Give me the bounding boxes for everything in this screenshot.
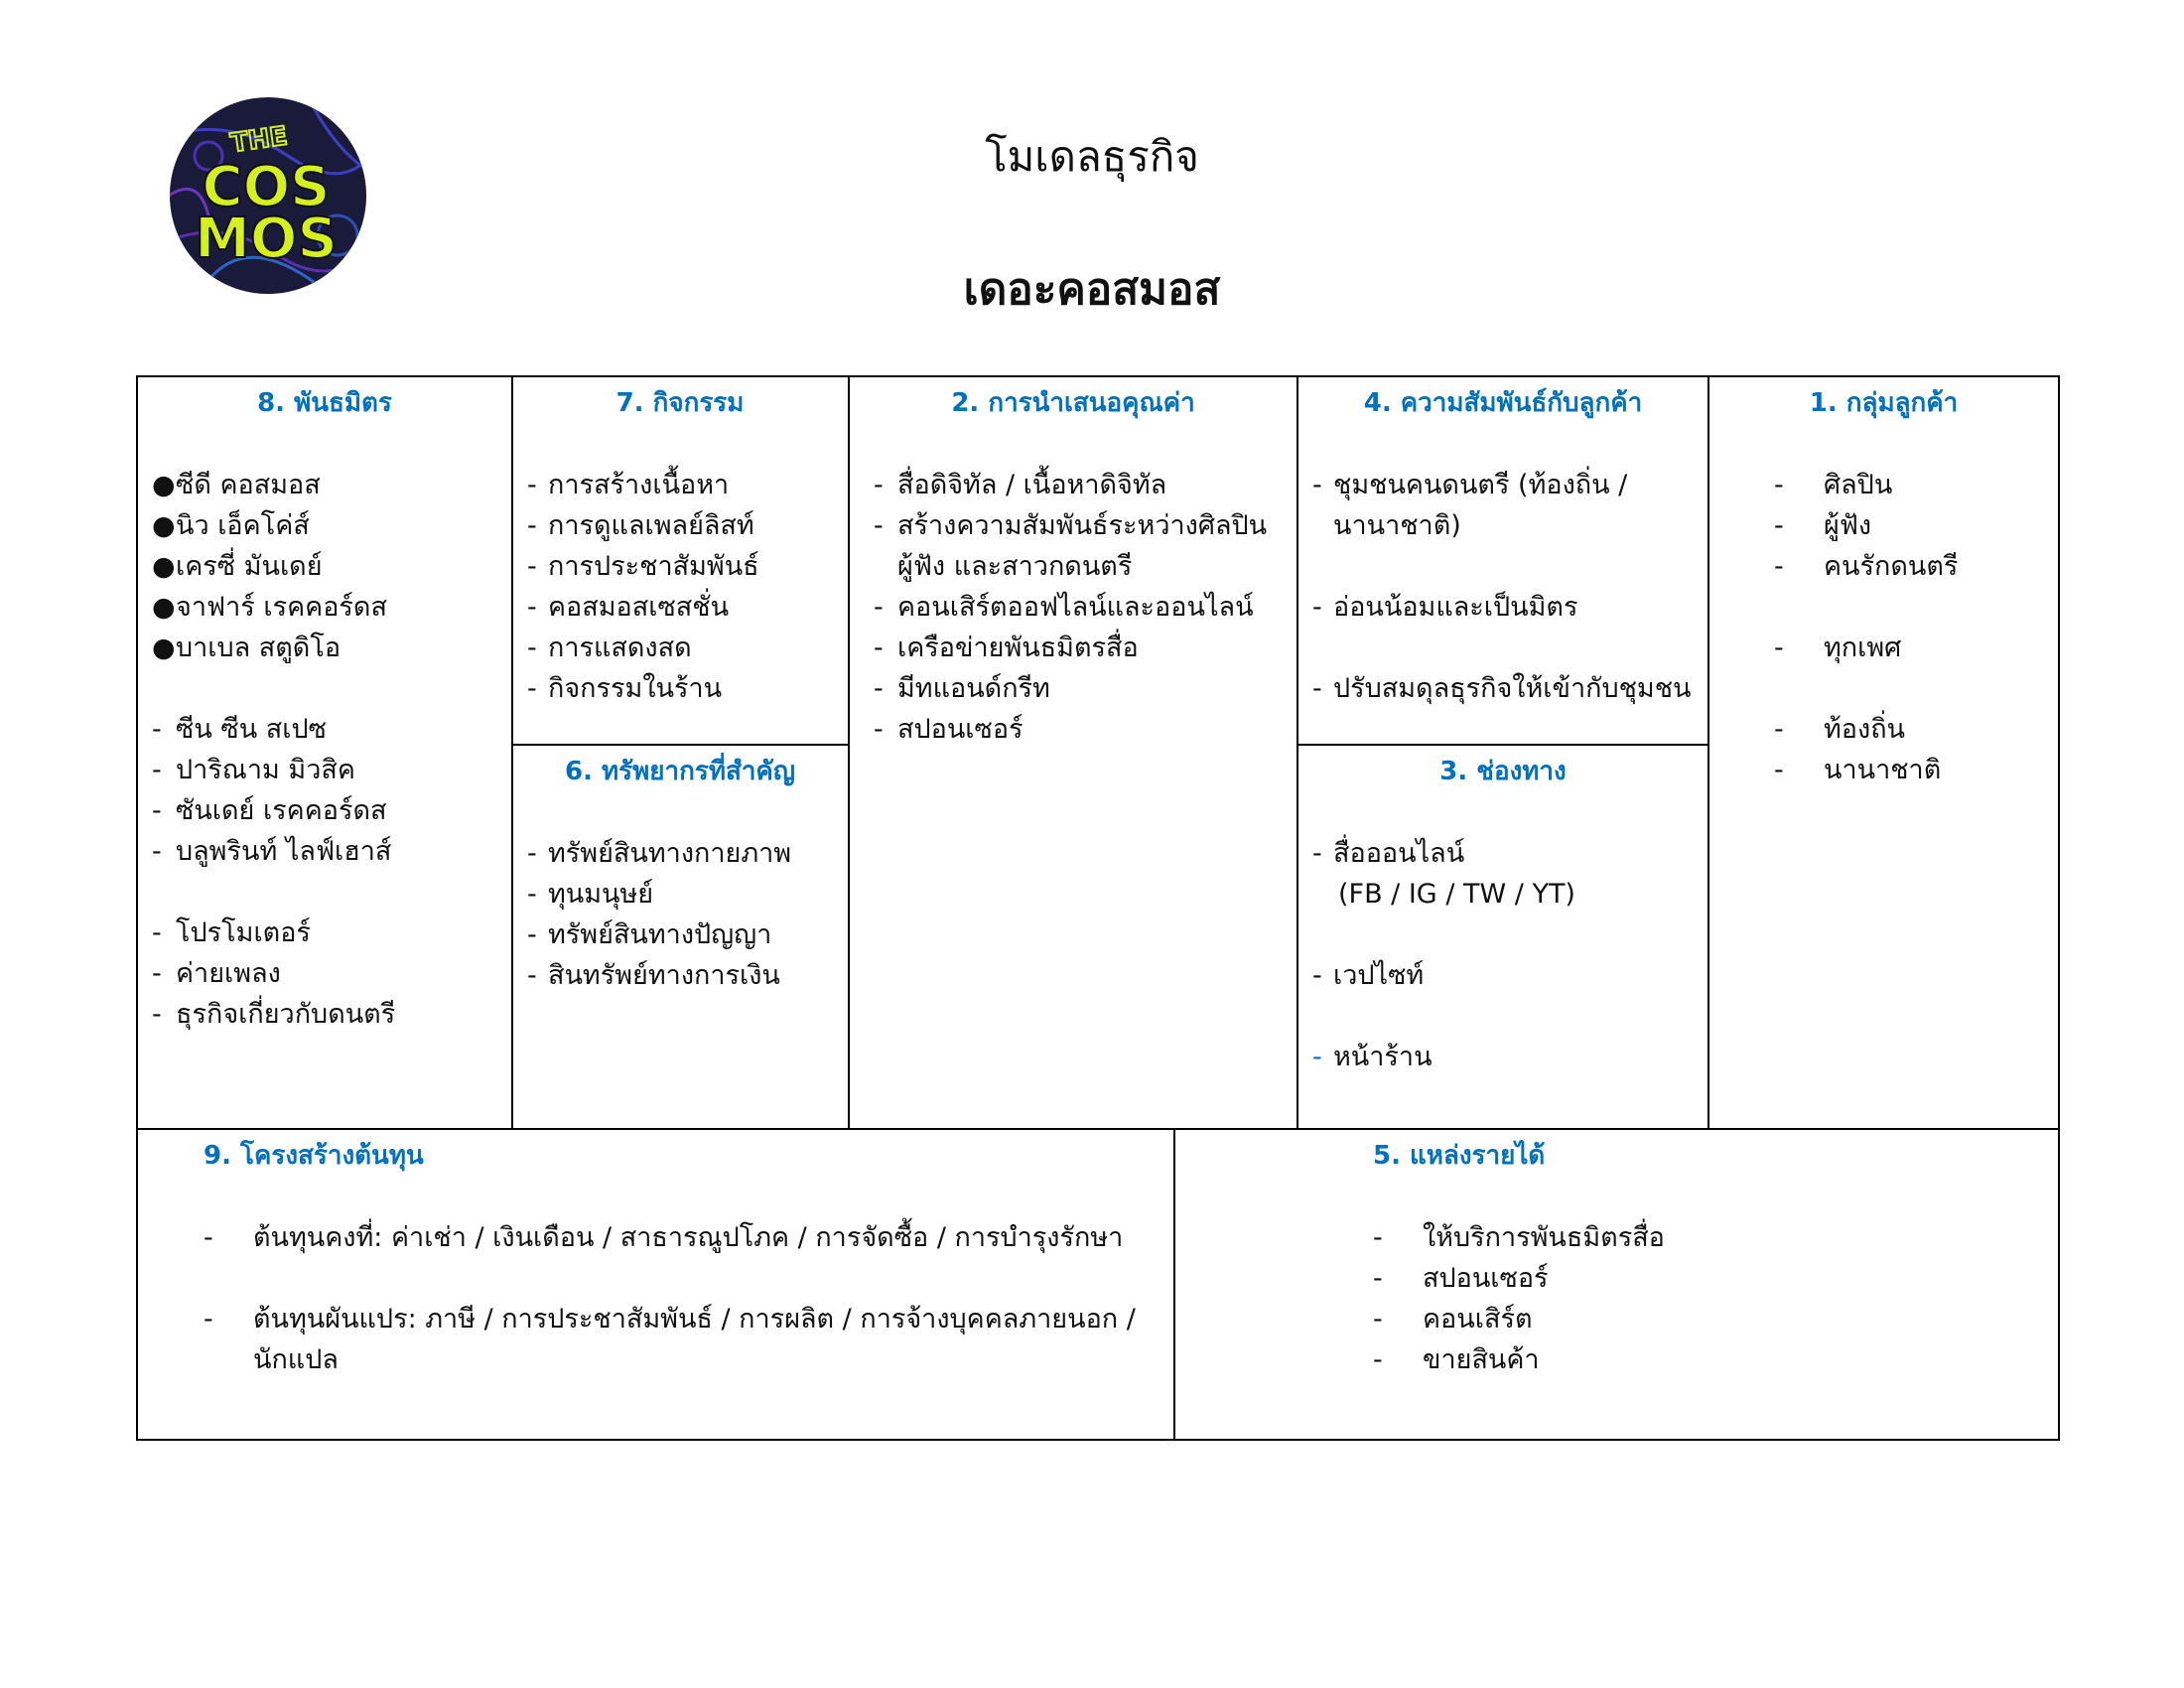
dash-marker: - <box>874 714 884 745</box>
list-item-text: ทรัพย์สินทางกายภาพ <box>548 838 792 869</box>
spacer <box>152 668 511 709</box>
list-item-text: บลูพรินท์ ไลฟ์เฮาส์ <box>176 836 392 867</box>
channels-block <box>1298 746 1707 1128</box>
list-item-text: การประชาสัมพันธ์ <box>548 551 759 582</box>
list-item-text: ทุนมนุษย์ <box>548 879 654 910</box>
dash-marker: - <box>874 510 884 541</box>
list-item-text: สื่อดิจิทัล / เนื้อหาดิจิทัล <box>897 470 1167 500</box>
list-item-text: ซีดี คอสมอส <box>176 470 321 500</box>
list-item-continuation <box>874 546 1297 587</box>
list-item-text: คอนเสิร์ต <box>1423 1304 1533 1335</box>
list-item-text: เครซี่ มันเดย์ <box>176 551 323 582</box>
list-item-text: ขายสินค้า <box>1423 1344 1540 1375</box>
svg-text:THE: THE <box>228 121 290 159</box>
svg-text:COS: COS <box>202 155 331 219</box>
dash-marker: - <box>1312 1042 1322 1072</box>
dash-marker: - <box>527 673 537 704</box>
dash-marker: - <box>874 633 884 663</box>
list-item <box>1774 465 2058 505</box>
dash-marker: - <box>527 551 537 582</box>
list-item <box>1774 709 2058 750</box>
list-item-text: ผู้ฟัง <box>1824 510 1872 541</box>
document-title: โมเดลธุรกิจ <box>985 132 1199 181</box>
dash-marker: - <box>527 633 537 663</box>
list-item-continuation <box>1312 505 1707 546</box>
spacer <box>1312 914 1707 955</box>
list-item <box>527 874 848 914</box>
key-resources-heading: 6. ทรัพยากรที่สำคัญ <box>565 757 795 786</box>
list-item <box>874 587 1297 628</box>
list-item <box>1774 546 2058 587</box>
dash-marker: - <box>1312 673 1322 704</box>
list-item <box>1373 1299 2058 1339</box>
dash-marker: - <box>1312 470 1322 500</box>
list-item <box>152 831 511 872</box>
list-item-text: (FB / IG / TW / YT) <box>1338 879 1575 910</box>
dash-marker: - <box>527 919 537 950</box>
list-item-text: การสร้างเนื้อหา <box>548 470 730 500</box>
list-item-text: การดูแลเพลย์ลิสท์ <box>548 510 754 541</box>
list-item <box>152 546 511 587</box>
list-item <box>527 587 848 628</box>
dash-marker: - <box>152 714 162 745</box>
list-item-text: คอสมอสเซสชั่น <box>548 592 730 623</box>
spacer <box>152 872 511 913</box>
list-item-continuation <box>1312 874 1707 914</box>
list-item-text: ต้นทุนผันแปร: ภาษี / การประชาสัมพันธ์ / การผลิต / การจ้างบุคคลภายนอก / <box>253 1304 1136 1335</box>
spacer <box>1774 587 2058 628</box>
list-item <box>527 505 848 546</box>
list-item <box>152 587 511 628</box>
customer-relationships-block <box>1298 377 1707 744</box>
dash-marker: - <box>1373 1263 1383 1294</box>
list-item <box>874 709 1297 750</box>
bullet-icon: ● <box>152 633 176 663</box>
customer-relationships-heading: 4. ความสัมพันธ์กับลูกค้า <box>1363 388 1643 418</box>
dash-marker: - <box>527 960 537 991</box>
list-item-text: เวปไซท์ <box>1333 960 1425 991</box>
list-item-text: นิว เอ็คโค่ส์ <box>176 510 310 541</box>
spacer <box>1774 668 2058 709</box>
list-item <box>1312 833 1707 874</box>
dash-marker: - <box>1373 1222 1383 1253</box>
document-subtitle: เดอะคอสมอส <box>963 264 1221 315</box>
list-item-text: มีทแอนด์กรีท <box>897 673 1050 704</box>
dash-marker: - <box>874 673 884 704</box>
list-item <box>204 1217 1173 1258</box>
spacer <box>1312 996 1707 1037</box>
list-item <box>152 465 511 505</box>
dash-marker: - <box>152 917 162 948</box>
dash-marker: - <box>1774 551 1784 582</box>
dash-marker: - <box>1774 510 1784 541</box>
list-item-text: ปาริณาม มิวสิค <box>176 755 355 785</box>
cost-structure-block <box>138 1130 1173 1441</box>
list-item-text: ปรับสมดุลธุรกิจให้เข้ากับชุมชน <box>1333 673 1692 704</box>
list-item-text: โปรโมเตอร์ <box>176 917 311 948</box>
list-item <box>1774 505 2058 546</box>
list-item-text: จาฟาร์ เรคคอร์ดส <box>176 592 387 623</box>
list-item-text: สปอนเซอร์ <box>897 714 1024 745</box>
list-item <box>152 505 511 546</box>
list-item <box>527 833 848 874</box>
list-item <box>1373 1339 2058 1380</box>
bullet-icon: ● <box>152 510 176 541</box>
list-item <box>1774 628 2058 668</box>
dash-marker: - <box>527 879 537 910</box>
dash-marker: - <box>1373 1304 1383 1335</box>
list-item <box>204 1299 1173 1339</box>
list-item-text: สร้างความสัมพันธ์ระหว่างศิลปิน <box>897 510 1268 541</box>
customer-segments-heading: 1. กลุ่มลูกค้า <box>1809 388 1959 418</box>
dash-marker: - <box>527 592 537 623</box>
dash-marker: - <box>1774 633 1784 663</box>
key-resources-block <box>512 746 848 1128</box>
list-item <box>1373 1217 2058 1258</box>
key-activities-block <box>512 377 848 744</box>
dash-marker: - <box>527 470 537 500</box>
list-item-text: ทุกเพศ <box>1824 633 1902 663</box>
list-item <box>874 505 1297 546</box>
dash-marker: - <box>1774 755 1784 785</box>
business-model-canvas <box>136 375 2060 1441</box>
dash-marker: - <box>152 958 162 989</box>
list-item-text: ค่ายเพลง <box>176 958 281 989</box>
list-item <box>1774 750 2058 790</box>
spacer <box>1312 546 1707 587</box>
list-item-text: ต้นทุนคงที่: ค่าเช่า / เงินเดือน / สาธารณูปโภค / การจัดซื้อ / การบำรุงรักษา <box>253 1222 1124 1253</box>
list-item-text: ชุมชนคนดนตรี (ท้องถิ่น / <box>1333 470 1628 500</box>
list-item-text: นานาชาติ <box>1824 755 1942 785</box>
list-item-text: ซันเดย์ เรคคอร์ดส <box>176 795 387 826</box>
list-item <box>152 750 511 790</box>
bullet-icon: ● <box>152 551 176 582</box>
list-item-text: กิจกรรมในร้าน <box>548 673 723 704</box>
dash-marker: - <box>152 755 162 785</box>
list-item-text: สื่อออนไลน์ <box>1333 838 1465 869</box>
list-item-text: ผู้ฟัง และสาวกดนตรี <box>897 551 1133 582</box>
list-item-text: ให้บริการพันธมิตรสื่อ <box>1423 1222 1665 1253</box>
list-item-text: ธุรกิจเกี่ยวกับดนตรี <box>176 999 396 1030</box>
list-item <box>1312 1037 1707 1077</box>
dash-marker: - <box>1373 1344 1383 1375</box>
bullet-icon: ● <box>152 592 176 623</box>
dash-marker: - <box>1312 592 1322 623</box>
list-item <box>527 465 848 505</box>
dash-marker: - <box>1312 838 1322 869</box>
list-item-text: ศิลปิน <box>1824 470 1893 500</box>
list-item-text: ซีน ซีน สเปซ <box>176 714 327 745</box>
list-item <box>1312 668 1707 709</box>
dash-marker: - <box>874 470 884 500</box>
list-item <box>152 709 511 750</box>
list-item-text: สินทรัพย์ทางการเงิน <box>548 960 780 991</box>
list-item-text: การแสดงสด <box>548 633 692 663</box>
list-item <box>874 668 1297 709</box>
dash-marker: - <box>874 592 884 623</box>
list-item <box>1312 465 1707 505</box>
dash-marker: - <box>527 838 537 869</box>
list-item-text: คนรักดนตรี <box>1824 551 1959 582</box>
svg-text:MOS: MOS <box>195 207 338 271</box>
list-item <box>1373 1258 2058 1299</box>
key-activities-heading: 7. กิจกรรม <box>615 388 745 418</box>
value-proposition-heading: 2. การนำเสนอคุณค่า <box>951 388 1195 418</box>
key-partners-heading: 8. พันธมิตร <box>257 388 392 418</box>
dash-marker: - <box>204 1222 213 1253</box>
dash-marker: - <box>1312 960 1322 991</box>
dash-marker: - <box>1774 714 1784 745</box>
dash-marker: - <box>204 1304 213 1335</box>
dash-marker: - <box>527 510 537 541</box>
list-item-text: ท้องถิ่น <box>1824 714 1906 745</box>
list-item <box>152 790 511 831</box>
list-item <box>1312 955 1707 996</box>
cost-structure-heading: 9. โครงสร้างต้นทุน <box>204 1141 424 1171</box>
revenue-streams-heading: 5. แหล่งรายได้ <box>1373 1141 1546 1171</box>
bullet-icon: ● <box>152 470 176 500</box>
list-item <box>152 628 511 668</box>
list-item-text: คอนเสิร์ตออฟไลน์และออนไลน์ <box>897 592 1254 623</box>
channels-heading: 3. ช่องทาง <box>1439 757 1567 786</box>
list-item <box>527 546 848 587</box>
list-item <box>527 914 848 955</box>
dash-marker: - <box>152 999 162 1030</box>
spacer <box>204 1258 1173 1299</box>
list-item-continuation <box>204 1339 1173 1380</box>
list-item-text: สปอนเซอร์ <box>1423 1263 1549 1294</box>
list-item-text: นานาชาติ) <box>1333 510 1461 541</box>
list-item <box>874 628 1297 668</box>
spacer <box>1312 628 1707 668</box>
list-item <box>527 628 848 668</box>
list-item <box>1312 587 1707 628</box>
list-item-text: บาเบล สตูดิโอ <box>176 633 341 663</box>
list-item-text: อ่อนน้อมและเป็นมิตร <box>1333 592 1578 623</box>
dash-marker: - <box>152 795 162 826</box>
list-item <box>152 953 511 994</box>
dash-marker: - <box>1774 470 1784 500</box>
list-item <box>874 465 1297 505</box>
dash-marker: - <box>152 836 162 867</box>
value-proposition-block <box>850 377 1297 1128</box>
list-item-text: ทรัพย์สินทางปัญญา <box>548 919 772 950</box>
list-item-text: นักแปล <box>253 1344 339 1375</box>
key-partners-block <box>138 377 511 1128</box>
list-item <box>527 668 848 709</box>
list-item <box>527 955 848 996</box>
revenue-streams-block <box>1175 1130 2058 1441</box>
list-item <box>152 994 511 1035</box>
list-item-text: หน้าร้าน <box>1333 1042 1433 1072</box>
list-item <box>152 913 511 953</box>
customer-segments-block <box>1709 377 2058 1128</box>
list-item-text: เครือข่ายพันธมิตรสื่อ <box>897 633 1139 663</box>
